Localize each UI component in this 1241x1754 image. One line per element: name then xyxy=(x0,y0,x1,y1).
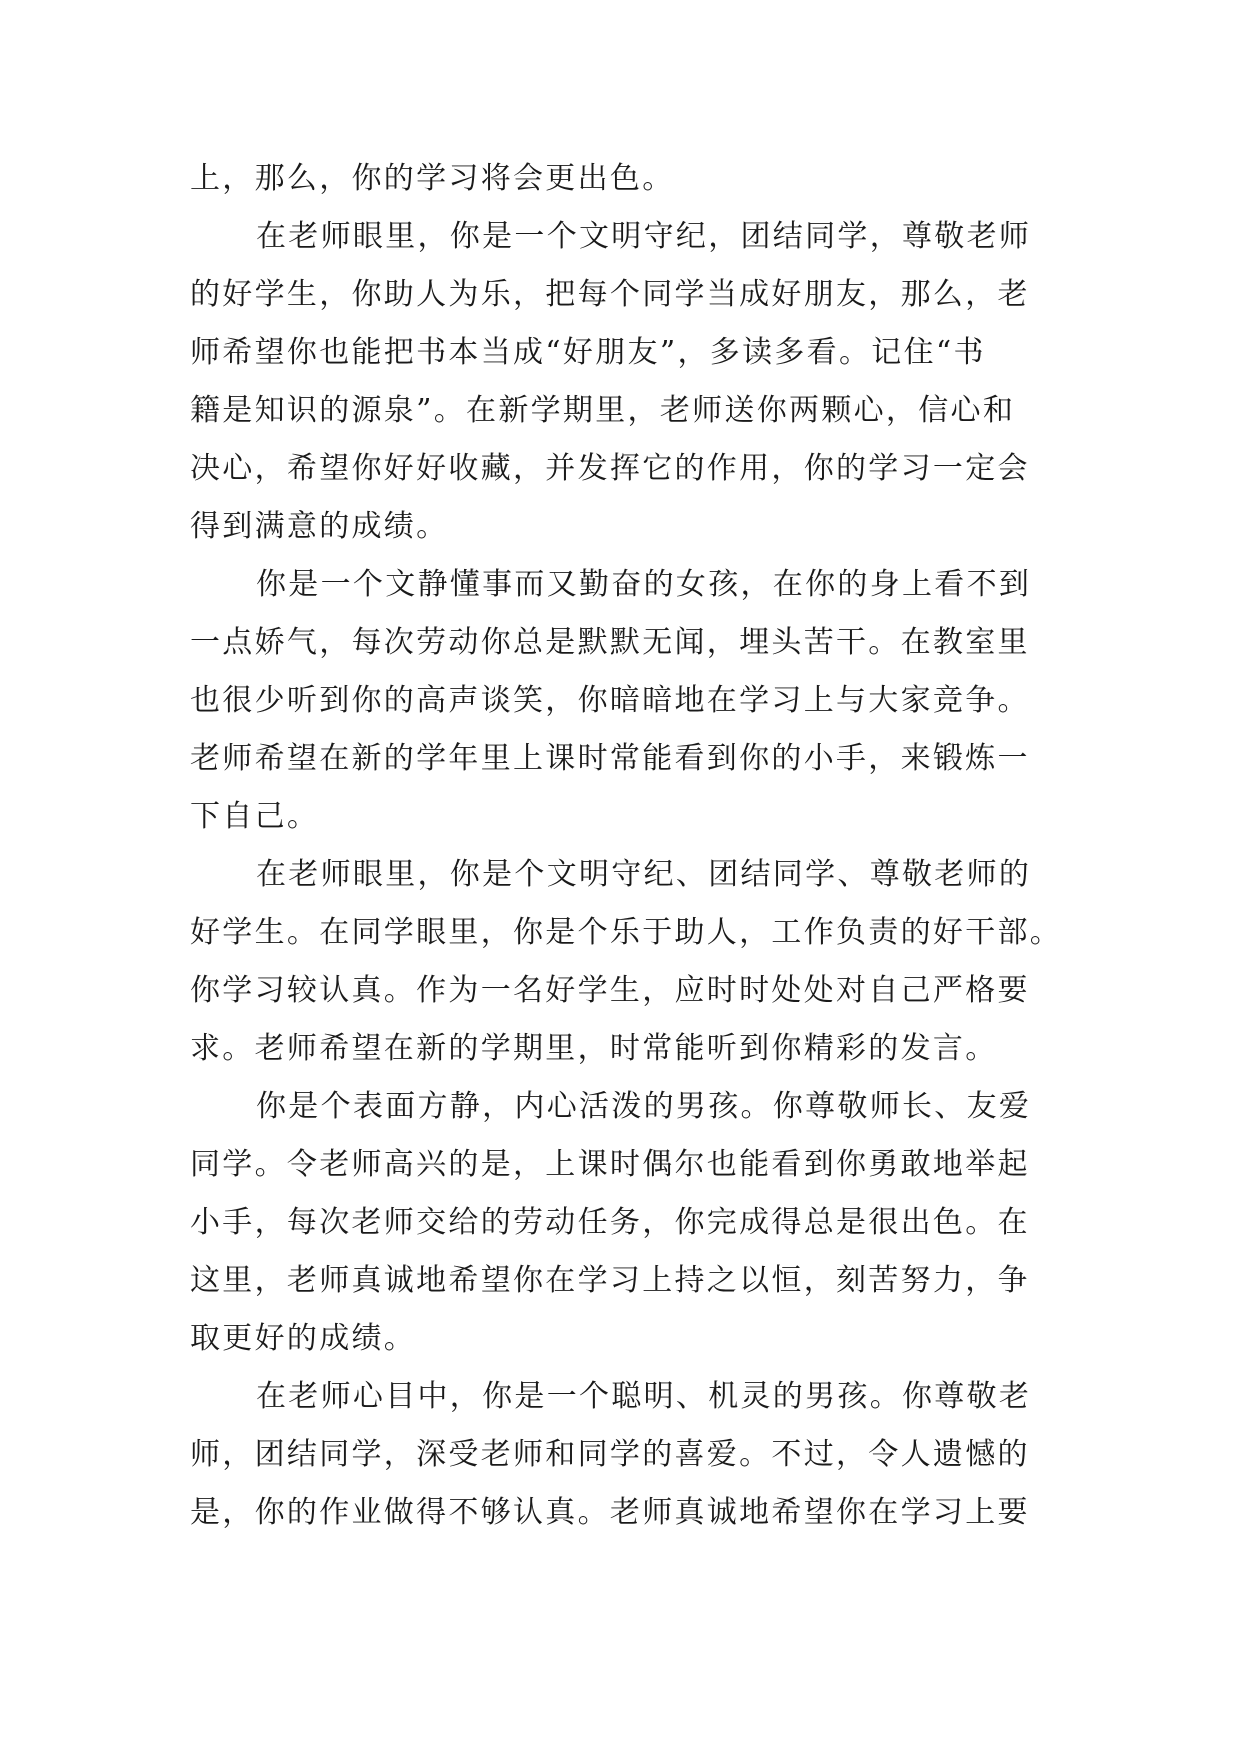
text-line: 也很少听到你的高声谈笑，你暗暗地在学习上与大家竞争。 xyxy=(190,683,1030,718)
text-line: 好学生。在同学眼里，你是个乐于助人，工作负责的好干部。 xyxy=(190,915,1063,950)
text-line: 这里，老师真诚地希望你在学习上持之以恒，刻苦努力，争 xyxy=(190,1263,1030,1298)
text-line: 上，那么，你的学习将会更出色。 xyxy=(190,161,675,196)
document-page xyxy=(190,150,1063,1542)
text-line: 师希望你也能把书本当成“好朋友”，多读多看。记住“书 xyxy=(190,335,986,370)
paragraph-first-line: 在老师心目中，你是一个聪明、机灵的男孩。你尊敬老 xyxy=(256,1379,1032,1414)
text-line: 你学习较认真。作为一名好学生，应时时处处对自己严格要 xyxy=(190,973,1030,1008)
text-line: 求。老师希望在新的学期里，时常能听到你精彩的发言。 xyxy=(190,1031,998,1066)
text-line: 是，你的作业做得不够认真。老师真诚地希望你在学习上要 xyxy=(190,1495,1030,1530)
text-line: 小手，每次老师交给的劳动任务，你完成得总是很出色。在 xyxy=(190,1205,1030,1240)
paragraph-first-line: 在老师眼里，你是一个文明守纪，团结同学，尊敬老师 xyxy=(256,219,1032,254)
text-line: 得到满意的成绩。 xyxy=(190,509,449,544)
paragraph-first-line: 你是个表面方静，内心活泼的男孩。你尊敬师长、友爱 xyxy=(256,1089,1032,1124)
text-line: 取更好的成绩。 xyxy=(190,1321,417,1356)
text-line: 下自己。 xyxy=(190,799,320,834)
paragraph-first-line: 在老师眼里，你是个文明守纪、团结同学、尊敬老师的 xyxy=(256,857,1032,892)
text-line: 同学。令老师高兴的是，上课时偶尔也能看到你勇敢地举起 xyxy=(190,1147,1030,1182)
text-line: 老师希望在新的学年里上课时常能看到你的小手，来锻炼一 xyxy=(190,741,1030,776)
text-line: 决心，希望你好好收藏，并发挥它的作用，你的学习一定会 xyxy=(190,451,1030,486)
text-line: 籍是知识的源泉”。在新学期里，老师送你两颗心，信心和 xyxy=(190,393,1016,428)
text-line: 的好学生，你助人为乐，把每个同学当成好朋友，那么，老 xyxy=(190,277,1030,312)
text-line: 师，团结同学，深受老师和同学的喜爱。不过，令人遗憾的 xyxy=(190,1437,1030,1472)
text-line: 一点娇气，每次劳动你总是默默无闻，埋头苦干。在教室里 xyxy=(190,625,1030,660)
paragraph-first-line: 你是一个文静懂事而又勤奋的女孩，在你的身上看不到 xyxy=(256,567,1032,602)
